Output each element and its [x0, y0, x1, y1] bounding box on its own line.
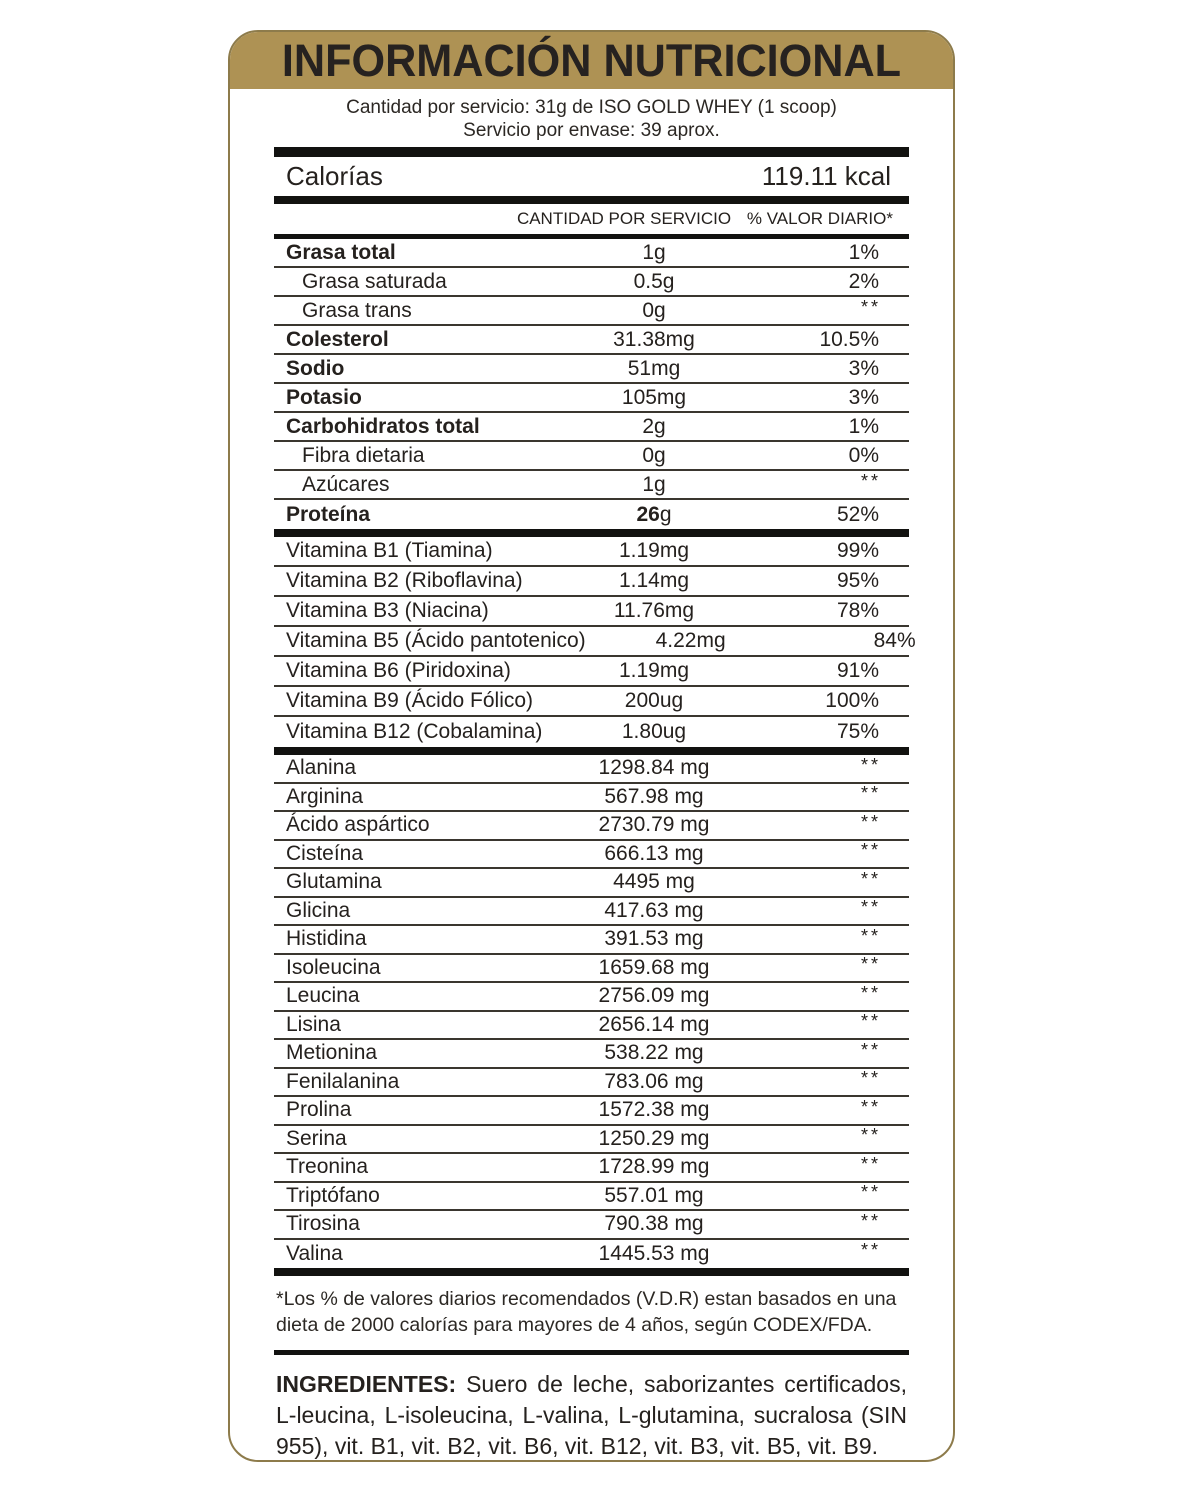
table-row — [274, 784, 909, 813]
row-amount: 1728.99 mg — [598, 1155, 710, 1179]
servings-per-container: Servicio por envase: 39 aprox. — [463, 120, 720, 141]
row-amount: 1.19mg — [618, 539, 690, 562]
table-row — [274, 926, 909, 955]
row-amount: 1659.68 mg — [598, 955, 710, 979]
divider-bar — [274, 529, 909, 537]
row-amount: 1.80ug — [621, 720, 687, 743]
row-amount: 538.22 mg — [604, 1041, 704, 1065]
row-daily-value: ** — [860, 925, 881, 946]
row-label: Isoleucina — [286, 955, 381, 979]
table-row — [274, 1211, 909, 1240]
row-label: Vitamina B1 (Tiamina) — [286, 539, 493, 562]
row-amount: 391.53 mg — [604, 927, 704, 951]
row-amount: 1.14mg — [618, 569, 690, 592]
table-row — [274, 239, 909, 268]
row-amount: 567.98 mg — [604, 784, 704, 808]
serving-info — [274, 89, 909, 147]
row-label: Histidina — [286, 927, 367, 951]
row-daily-value: ** — [860, 297, 881, 317]
label-header-band — [230, 32, 953, 89]
row-daily-value: 84% — [873, 629, 916, 652]
row-label: Prolina — [286, 1098, 352, 1122]
row-label: Vitamina B9 (Ácido Fólico) — [286, 689, 534, 712]
table-row — [274, 657, 909, 687]
row-amount: 200ug — [624, 689, 684, 712]
table-row — [274, 268, 909, 297]
row-amount: 1.19mg — [618, 659, 690, 682]
row-daily-value: ** — [860, 754, 881, 775]
row-label: Vitamina B5 (Ácido pantotenico) — [286, 629, 586, 652]
table-row — [274, 1097, 909, 1126]
row-label: Sodio — [286, 356, 345, 380]
divider-bar — [274, 147, 909, 157]
table-row — [274, 955, 909, 984]
row-amount: 105mg — [621, 385, 687, 409]
table-row — [274, 355, 909, 384]
row-label: Carbohidratos total — [286, 414, 480, 438]
row-label: Fenilalanina — [286, 1069, 400, 1093]
table-row — [274, 1040, 909, 1069]
row-daily-value: ** — [860, 1240, 881, 1261]
row-label: Grasa total — [286, 240, 396, 264]
row-daily-value: 10.5% — [819, 327, 879, 351]
row-label: Fibra dietaria — [302, 443, 425, 467]
row-amount: 783.06 mg — [604, 1069, 704, 1093]
row-daily-value: 99% — [836, 539, 879, 562]
row-label: Proteína — [286, 502, 371, 526]
row-daily-value: ** — [860, 982, 881, 1003]
row-amount: 26g — [636, 502, 672, 526]
table-row — [274, 983, 909, 1012]
divider-bar — [274, 196, 909, 204]
row-amount: 0.5g — [633, 269, 675, 293]
label-content — [230, 89, 953, 1462]
row-daily-value: ** — [860, 1068, 881, 1089]
row-label: Triptófano — [286, 1183, 380, 1207]
row-daily-value: ** — [860, 811, 881, 832]
row-daily-value: 91% — [836, 659, 879, 682]
row-daily-value: 3% — [848, 356, 879, 380]
row-daily-value: ** — [860, 1096, 881, 1117]
row-label: Lisina — [286, 1012, 341, 1036]
row-daily-value: 52% — [836, 502, 879, 526]
table-row — [274, 413, 909, 442]
row-label: Vitamina B2 (Riboflavina) — [286, 569, 523, 592]
row-amount: 1g — [642, 240, 666, 264]
table-row — [274, 717, 909, 747]
row-daily-value: ** — [860, 1039, 881, 1060]
calories-label: Calorías — [286, 161, 383, 191]
row-daily-value: 100% — [825, 689, 879, 712]
row-label: Treonina — [286, 1155, 369, 1179]
row-daily-value: ** — [860, 840, 881, 861]
row-label: Alanina — [286, 756, 357, 780]
row-amount: 1445.53 mg — [598, 1241, 710, 1265]
row-amount: 2756.09 mg — [598, 984, 710, 1008]
row-label: Cisteína — [286, 841, 364, 865]
row-amount: 2g — [642, 414, 666, 438]
table-row — [274, 755, 909, 784]
calories-value: 119.11 kcal — [761, 161, 891, 191]
row-daily-value: ** — [860, 954, 881, 975]
table-row — [274, 471, 909, 500]
ingredients-text: Suero de leche, saborizantes certificados, L-leucina, L-isoleucina, L-valina, L-glutamina, sucralosa (SIN 955), vit. B1, vit. B2, vit. B6, vit. B12, vit. B3, vit. B5, vit. B9. — [276, 1371, 907, 1459]
row-daily-value: ** — [860, 868, 881, 889]
row-label: Vitamina B3 (Niacina) — [286, 599, 489, 622]
section-macronutrients — [274, 239, 909, 529]
divider-bar — [274, 1268, 909, 1276]
table-row — [274, 1069, 909, 1098]
row-daily-value: 3% — [848, 385, 879, 409]
daily-value-footnote: *Los % de valores diarios recomendados (V.D.R) estan basados en una dieta de 2000 calorías para mayores de 4 años, según CODEX/FDA. — [276, 1288, 897, 1336]
table-row — [274, 567, 909, 597]
row-daily-value: 2% — [848, 269, 879, 293]
row-amount: 1572.38 mg — [598, 1098, 710, 1122]
table-row — [274, 687, 909, 717]
table-row — [274, 326, 909, 355]
row-amount: 31.38mg — [613, 327, 695, 351]
row-daily-value: 78% — [836, 599, 879, 622]
row-daily-value: 1% — [848, 240, 879, 264]
column-header-daily-value: % VALOR DIARIO* — [746, 209, 893, 228]
row-amount: 51mg — [627, 356, 681, 380]
row-label: Grasa saturada — [302, 269, 447, 293]
row-label: Leucina — [286, 984, 360, 1008]
page-title: INFORMACIÓN NUTRICIONAL — [281, 34, 902, 86]
row-amount: 4.22mg — [655, 629, 726, 652]
row-daily-value: ** — [860, 897, 881, 918]
row-label: Potasio — [286, 385, 362, 409]
row-amount: 0g — [642, 443, 666, 467]
row-daily-value: 95% — [836, 569, 879, 592]
table-row — [274, 1012, 909, 1041]
row-daily-value: 1% — [848, 414, 879, 438]
row-amount: 1250.29 mg — [598, 1126, 710, 1150]
row-daily-value: 0% — [848, 443, 879, 467]
row-amount: 1g — [642, 472, 666, 496]
calories-row — [274, 157, 909, 196]
ingredients-label: INGREDIENTES: — [276, 1371, 457, 1397]
row-daily-value: ** — [860, 783, 881, 804]
row-daily-value: ** — [860, 1011, 881, 1032]
table-row — [274, 297, 909, 326]
row-daily-value: ** — [860, 1182, 881, 1203]
row-daily-value: ** — [860, 1125, 881, 1146]
row-label: Grasa trans — [302, 298, 412, 322]
table-row — [274, 500, 909, 529]
column-header-amount: CANTIDAD POR SERVICIO — [516, 209, 732, 228]
table-row — [274, 869, 909, 898]
table-row — [274, 1154, 909, 1183]
row-label: Arginina — [286, 784, 364, 808]
section-vitamins — [274, 537, 916, 747]
table-row — [274, 898, 909, 927]
row-label: Vitamina B12 (Cobalamina) — [286, 720, 543, 743]
row-amount: 666.13 mg — [604, 841, 704, 865]
table-row — [274, 841, 909, 870]
row-amount: 11.76mg — [613, 599, 695, 622]
ingredients-paragraph — [274, 1355, 909, 1462]
row-label: Ácido aspártico — [286, 813, 430, 837]
row-label: Glutamina — [286, 870, 382, 894]
row-label: Serina — [286, 1126, 347, 1150]
row-label: Glicina — [286, 898, 351, 922]
nutrition-label — [228, 30, 955, 1462]
table-row — [274, 597, 909, 627]
row-label: Vitamina B6 (Piridoxina) — [286, 659, 511, 682]
table-column-headers — [274, 204, 909, 234]
row-label: Valina — [286, 1241, 343, 1265]
section-amino-acids — [274, 755, 909, 1268]
row-daily-value: 75% — [836, 720, 879, 743]
table-row — [274, 537, 909, 567]
table-row — [274, 1126, 909, 1155]
row-amount: 1298.84 mg — [598, 756, 710, 780]
row-label: Tirosina — [286, 1212, 360, 1236]
row-amount: 557.01 mg — [604, 1183, 704, 1207]
table-row — [274, 384, 909, 413]
row-amount: 4495 mg — [613, 870, 695, 894]
row-daily-value: ** — [860, 471, 881, 491]
row-daily-value: ** — [860, 1153, 881, 1174]
table-row — [274, 442, 909, 471]
row-amount: 2656.14 mg — [598, 1012, 710, 1036]
table-row — [274, 627, 916, 657]
serving-per-scoop: Cantidad por servicio: 31g de ISO GOLD WHEY (1 scoop) — [346, 97, 837, 118]
row-amount: 790.38 mg — [604, 1212, 704, 1236]
row-amount: 2730.79 mg — [598, 813, 710, 837]
row-label: Metionina — [286, 1041, 378, 1065]
table-row — [274, 1183, 909, 1212]
row-amount: 417.63 mg — [604, 898, 704, 922]
table-row — [274, 812, 909, 841]
table-row — [274, 1240, 909, 1269]
row-label: Colesterol — [286, 327, 389, 351]
row-label: Azúcares — [302, 472, 390, 496]
row-daily-value: ** — [860, 1210, 881, 1231]
row-amount: 0g — [642, 298, 666, 322]
